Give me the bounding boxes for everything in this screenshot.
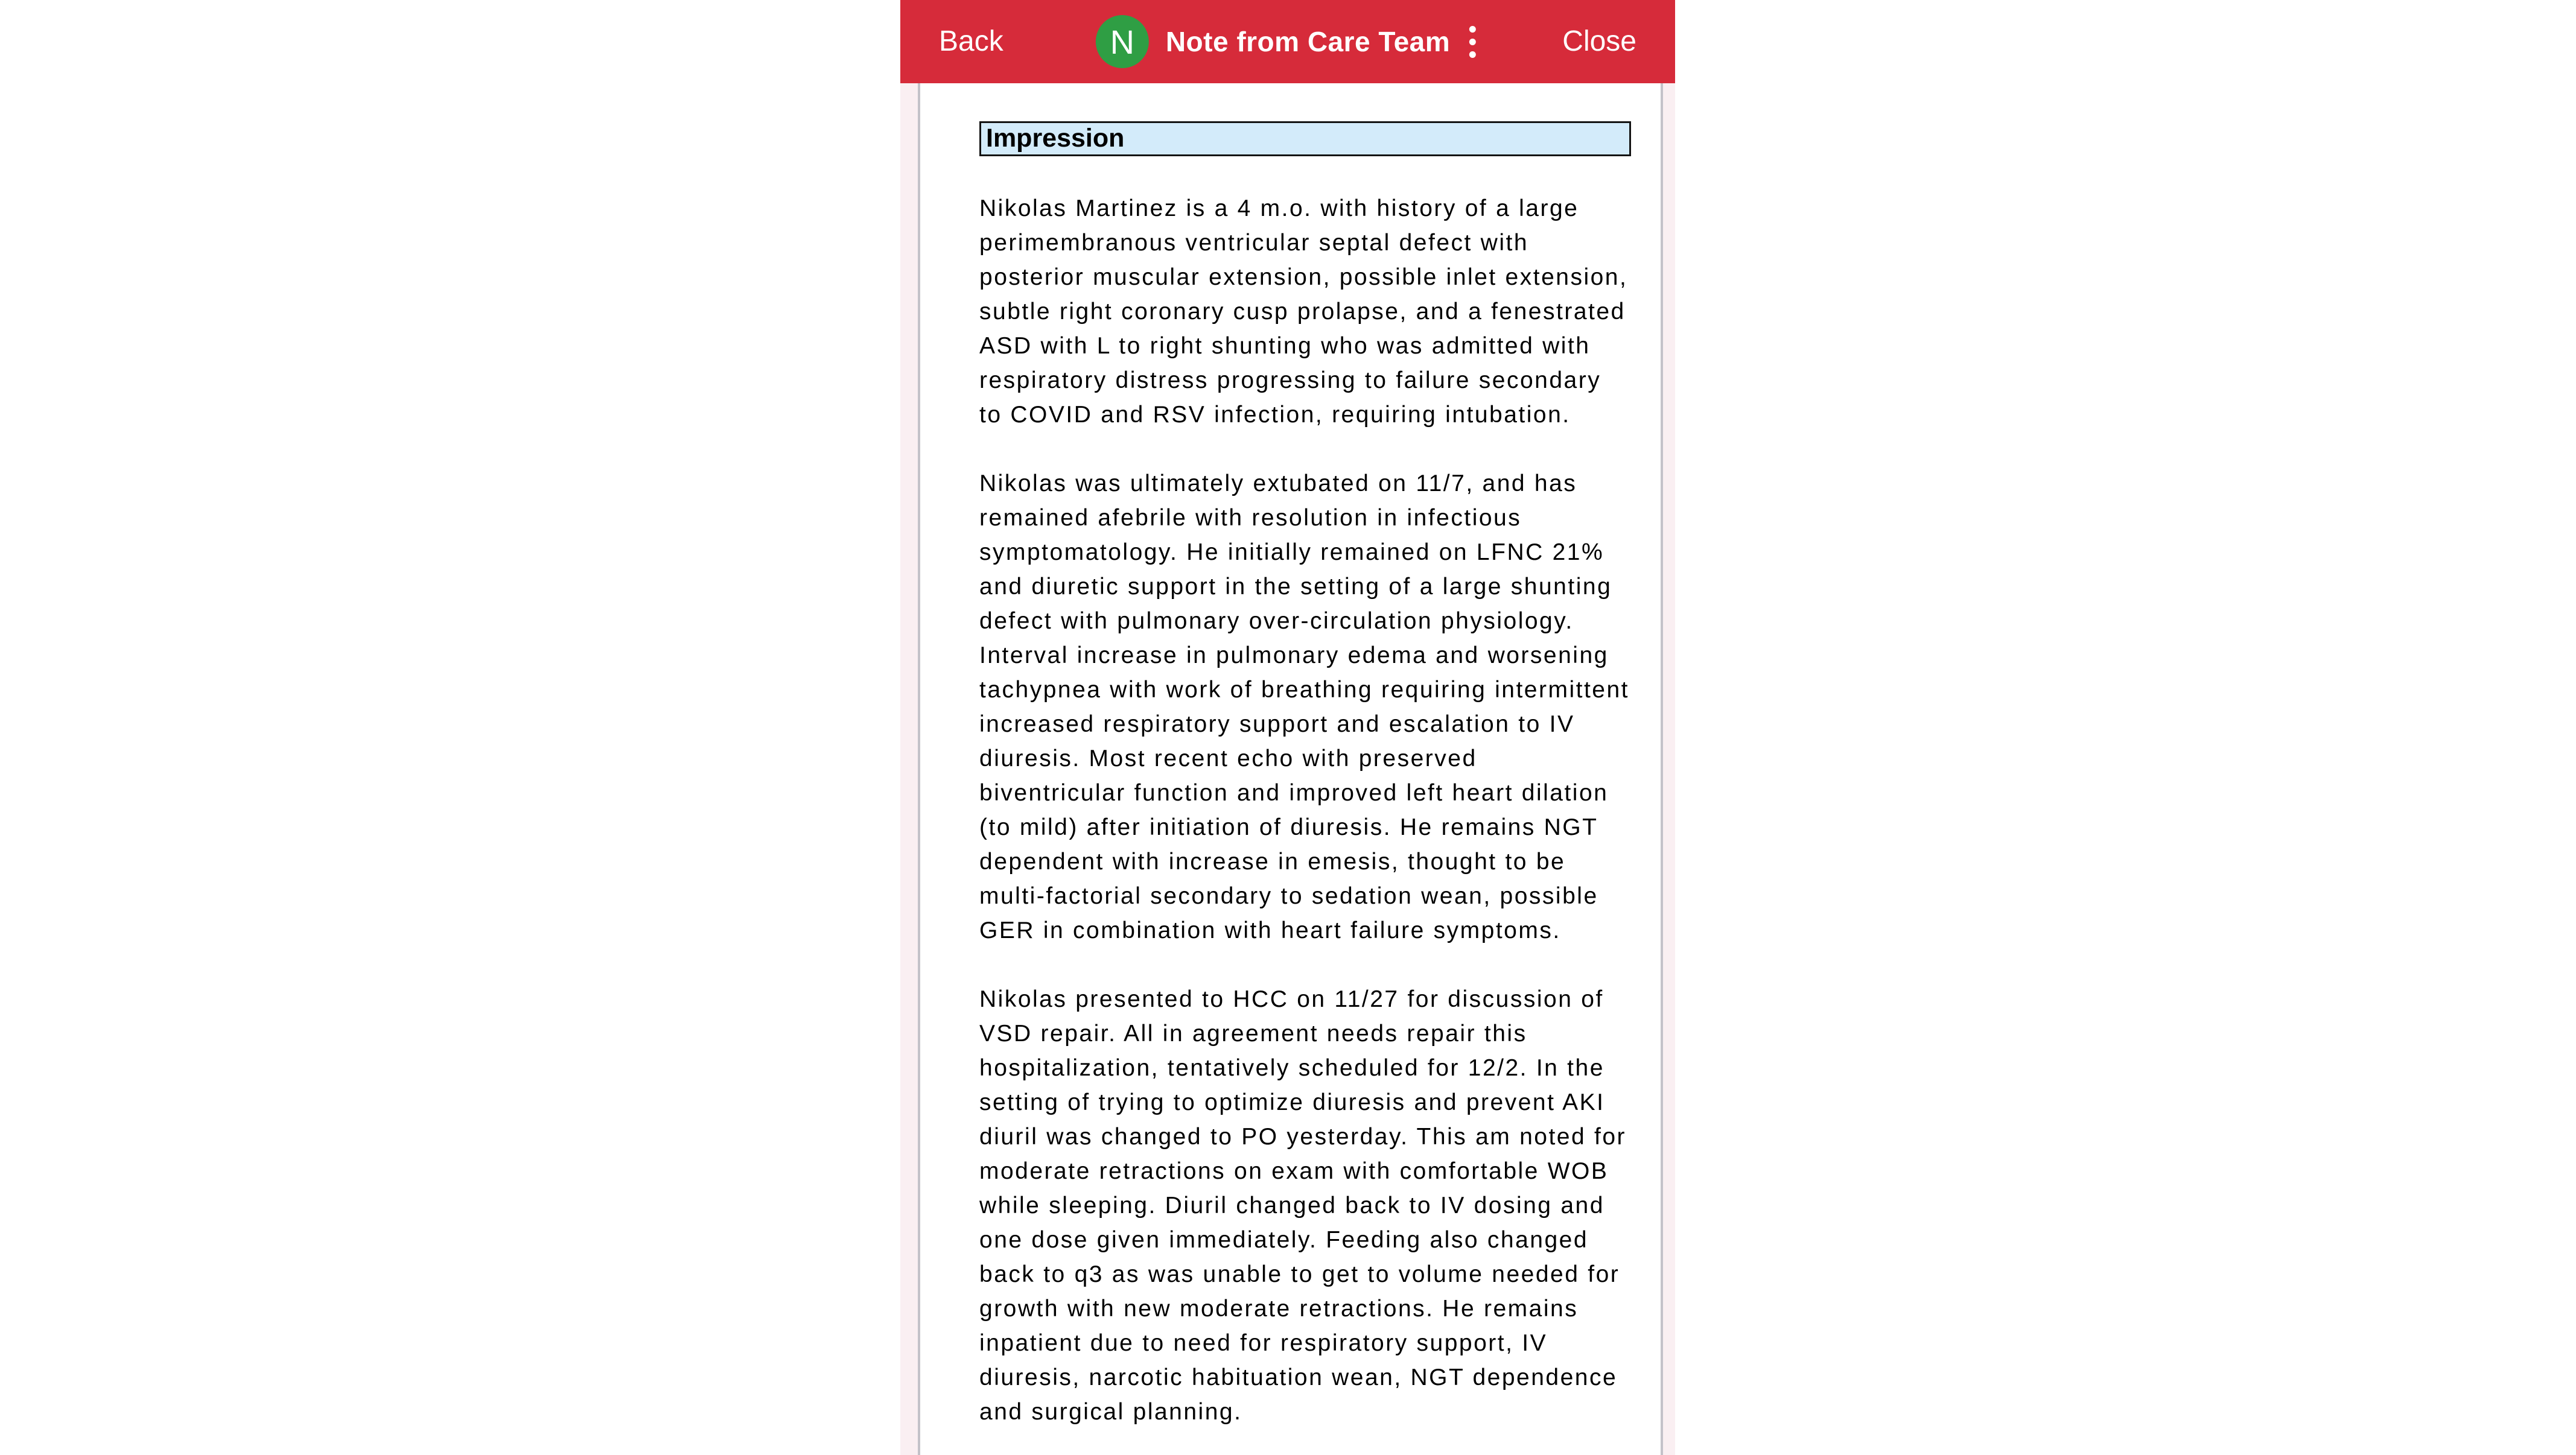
navigation-bar	[900, 0, 1675, 83]
close-button[interactable]: Close	[1562, 25, 1636, 57]
note-scroll-area[interactable]	[900, 83, 1675, 1455]
kebab-menu-icon[interactable]	[1466, 22, 1480, 62]
section-header-label: Impression	[986, 124, 1125, 153]
avatar-initial: N	[1110, 22, 1135, 61]
document-card	[918, 83, 1663, 1455]
page-title: Note from Care Team	[1165, 26, 1451, 57]
navbar-title-group	[1096, 15, 1480, 68]
note-paragraph-3: Nikolas presented to HCC on 11/27 for discussion of VSD repair. All in agreement needs repair this hospitalization, tentatively scheduled for 12/2. In the setting of trying to optimize diuresis and prevent AKI diuril was changed to PO yesterday. This am noted for moderate retractions on exam with comfortable WOB while sleeping. Diuril changed back to IV dosing and one dose given immediately. Feeding also changed back to q3 as was unable to get to volume needed for growth with new moderate retractions. He remains inpatient due to need for respiratory support, IV diuresis, narcotic habituation wean, NGT dependence and surgical planning.	[979, 986, 1627, 1425]
note-body	[979, 121, 1643, 1429]
back-button[interactable]: Back	[939, 25, 1003, 57]
note-paragraph-2: Nikolas was ultimately extubated on 11/7, and has remained afebrile with resolution in infectious symptomatology. He initially remained on LFNC 21% and diuretic support in the setting of a large shunting defect with pulmonary over-circulation physiology. Interval increase in pulmonary edema and worsening tachypnea with work of breathing requiring intermittent increased respiratory support and escalation to IV diuresis. Most recent echo with preserved biventricular function and improved left heart dilation (to mild) after initiation of diuresis. He remains NGT dependent with increase in emesis, thought to be multi-factorial secondary to sedation wean, possible GER in combination with heart failure symptoms.	[979, 471, 1629, 943]
note-paragraph-1: Nikolas Martinez is a 4 m.o. with history of a large perimembranous ventricular septal defect with posterior muscular extension, possible inlet extension, subtle right coronary cusp prolapse, and a fenestrated ASD with L to right shunting who was admitted with respiratory distress progressing to failure secondary to COVID and RSV infection, requiring intubation.	[979, 195, 1628, 428]
avatar	[1096, 15, 1149, 68]
note-modal	[900, 0, 1675, 1455]
section-header-impression	[979, 121, 1631, 156]
